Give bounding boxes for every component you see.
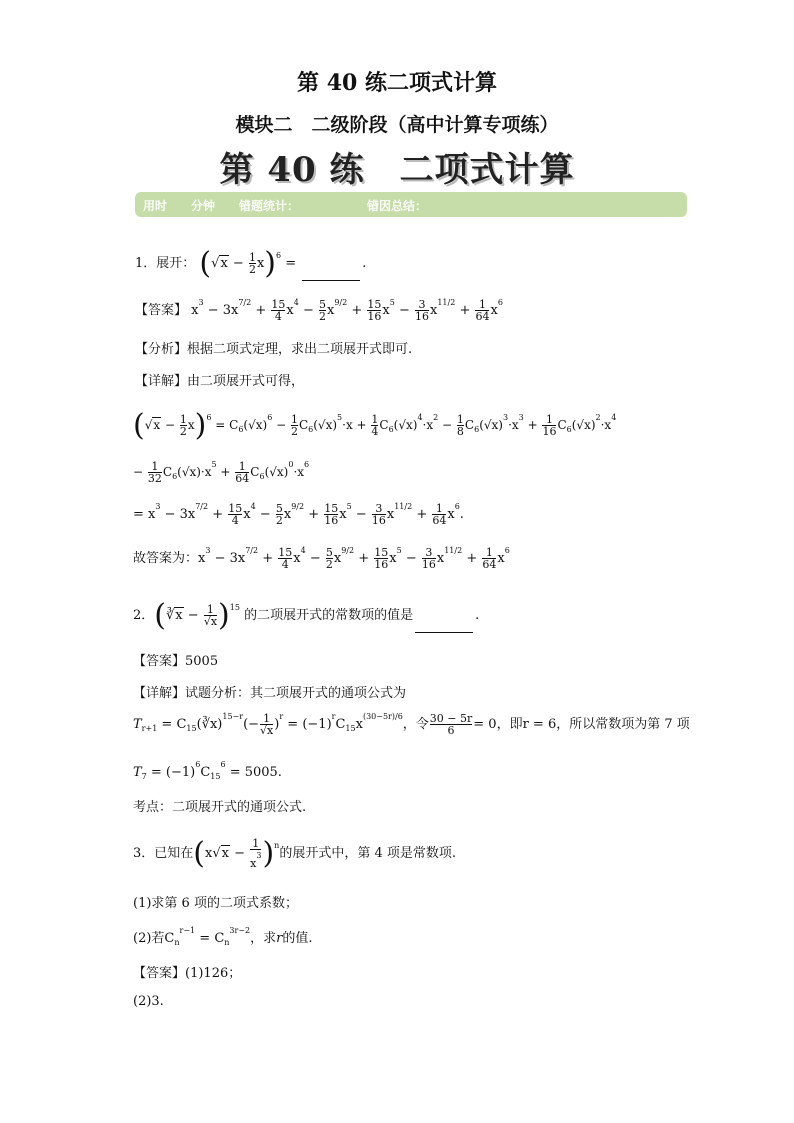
- q3-part1: (1)求第 6 项的二项式系数；: [133, 896, 298, 911]
- q2-general-term: $T_{r+1}$ = $C_{15}(∛x)^{15-r}(-$ $\frac{1}{√x}$ )$^r = (-1)^rC_{15}x^{(30-5r)/6}$，令 $\frac{30 - 5r}{6}$ = 0，即r = 6，所以常数项为第 7 项: [133, 712, 690, 737]
- stats-bar: [135, 192, 687, 217]
- q1-number: 1．展开：: [135, 256, 196, 271]
- q2-answer: 【答案】5005: [133, 654, 219, 669]
- q1-expansion-3: = $x^3 - 3x^{7/2}$ + $\frac{15}{4}$ $x^4$ − $\frac{5}{2}$ $x^{9/2}$ + $\frac{15}{16}$ $x^5$ − $\frac{3}{16}$ $x^{11/2}$ + $\frac{1}{64}$ $x^6$.: [133, 502, 464, 527]
- q2-detail: 【详解】试题分析：其二项展开式的通项公式为: [133, 686, 407, 701]
- error-stats-label: 错题统计：: [239, 199, 300, 213]
- q1-conclusion: 故答案为：$x^3 - 3x^{7/2}$ + $\frac{15}{4}$ $x^4$ − $\frac{5}{2}$ $x^{9/2}$ + $\frac{15}{16}$ $x^5$ − $\frac{3}{16}$ $x^{11/2}$ + $\frac{1}{64}$ $x^6$: [133, 546, 510, 571]
- q1-blank: [302, 280, 360, 281]
- q2-t7: $T_7 = (-1)^6C_{15}^6 = 5005$.: [133, 760, 282, 781]
- minute-label: 分钟: [191, 199, 216, 213]
- q2-stem: 2．(∛x − $\frac{1}{√x}$ )$^{15}$ 的二项展开式的常数项的值是 .: [133, 598, 480, 633]
- q1-analysis: 【分析】根据二项式定理，求出二项展开式即可.: [135, 342, 413, 357]
- module-subtitle: 模块二 二级阶段（高中计算专项练）: [235, 114, 559, 136]
- q3-stem: 3．已知在(x√x − $\frac{1}{x^3}$ )$^n$的展开式中，第 4 项是常数项.: [133, 836, 456, 871]
- q3-answer: 【答案】(1)126；: [133, 966, 242, 981]
- time-label: 用时: [143, 199, 168, 213]
- q2-blank: [415, 632, 473, 633]
- q1-expansion-2: − $\frac{1}{32}$ $C_6(√x)\cdot x^5$ + $\frac{1}{64}$ $C_6(√x)^0\cdot x^6$: [133, 460, 310, 485]
- q2-point: 考点：二项展开式的通项公式.: [133, 800, 307, 815]
- error-cause-label: 错因总结：: [367, 199, 428, 213]
- banner-title: 第 40 练 二项式计算: [219, 150, 575, 190]
- q1-expansion-1: (√x − $\frac{1}{2}$ $x)^6 = C_6(√x)^6$ − $\frac{1}{2}$ $C_6(√x)^5\cdot x$ + $\frac{1}{4}$ $C_6(√x)^4\cdot x^2$ − $\frac{1}{8}$ $C_6(√x)^3\cdot x^3$ + $\frac{1}{16}$ $C_6(√x)^2\cdot x^4$: [133, 408, 617, 443]
- q1-answer: 【答案】 $x^3 - 3x^{7/2}$ + $\frac{15}{4}$ $x^4$ − $\frac{5}{2}$ $x^{9/2}$ + $\frac{15}{16}$ $x^5$ − $\frac{3}{16}$ $x^{11/2}$ + $\frac{1}{64}$ $x^6$: [135, 298, 503, 323]
- q1-stem: 1．展开： (√x − $\frac{1}{2}$ x)$^6$ = .: [135, 246, 367, 281]
- q3-part2: (2)若$C_n^{r-1} = C_n^{3r-2}$，求r的值.: [133, 926, 313, 947]
- page-title: 第 40 练二项式计算: [297, 70, 497, 96]
- q1-detail: 【详解】由二项展开式可得，: [135, 374, 305, 389]
- q3-answer-2: (2)3.: [133, 994, 164, 1009]
